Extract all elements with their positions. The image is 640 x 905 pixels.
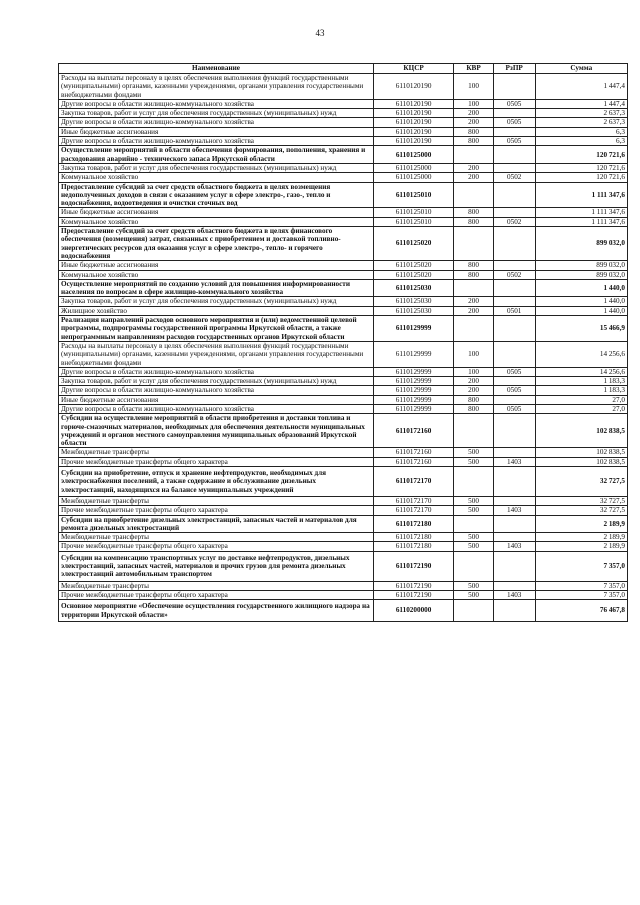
cell-rzpr — [493, 74, 535, 100]
cell-name: Иные бюджетные ассигнования — [59, 127, 374, 136]
cell-sum: 102 838,5 — [535, 448, 627, 457]
table-row — [59, 386, 628, 395]
cell-name: Осуществление мероприятий по созданию условий для повышения информированности населения по вопросам в сфере жилищно-коммунального хозяйства — [59, 279, 374, 297]
cell-name: Закупка товаров, работ и услуг для обеспечения государственных (муниципальных) нужд — [59, 377, 374, 386]
cell-rzpr: 0502 — [493, 270, 535, 279]
page-number: 43 — [315, 28, 325, 38]
cell-name: Другие вопросы в области жилищно-коммунального хозяйства — [59, 404, 374, 413]
table-row — [59, 261, 628, 270]
cell-name: Субсидии на приобретение дизельных электростанций, запасных частей и материалов для ремонта дизельных электростанций — [59, 515, 374, 533]
table-row — [59, 173, 628, 182]
cell-kvr: 100 — [454, 367, 494, 376]
cell-kvr: 500 — [454, 581, 494, 590]
cell-name: Предоставление субсидий за счет средств областного бюджета в целях финансового обеспечения (возмещения) затрат, связанных с приобретением и доставкой топливно-энергетических ресурсов для оказания услуг в сфере электро-, тепло- и горячего водоснабжения — [59, 227, 374, 261]
cell-sum: 1 447,4 — [535, 99, 627, 108]
cell-sum: 1 111 347,6 — [535, 182, 627, 208]
cell-code: 6110172180 — [373, 515, 453, 533]
cell-name: Другие вопросы в области жилищно-коммунального хозяйства — [59, 118, 374, 127]
table-row — [59, 414, 628, 448]
cell-sum: 1 183,3 — [535, 386, 627, 395]
cell-sum: 899 032,0 — [535, 270, 627, 279]
cell-kvr — [454, 515, 494, 533]
table-row — [59, 208, 628, 217]
cell-code: 6110172190 — [373, 590, 453, 599]
cell-code: 6110125020 — [373, 227, 453, 261]
cell-kvr: 500 — [454, 448, 494, 457]
cell-name: Другие вопросы в области жилищно-коммунального хозяйства — [59, 99, 374, 108]
cell-name: Закупка товаров, работ и услуг для обеспечения государственных (муниципальных) нужд — [59, 109, 374, 118]
table-row — [59, 306, 628, 315]
cell-code: 6110125000 — [373, 163, 453, 172]
cell-kvr: 200 — [454, 173, 494, 182]
cell-rzpr: 0502 — [493, 173, 535, 182]
cell-code: 6110120190 — [373, 74, 453, 100]
cell-kvr — [454, 182, 494, 208]
cell-name: Другие вопросы в области жилищно-коммунального хозяйства — [59, 386, 374, 395]
cell-rzpr — [493, 127, 535, 136]
cell-name: Основное мероприятие «Обеспечение осуществления государственного жилищного надзора на территории Иркутской области» — [59, 600, 374, 622]
table-row — [59, 600, 628, 622]
cell-kvr: 800 — [454, 208, 494, 217]
cell-name: Прочие межбюджетные трансферты общего характера — [59, 506, 374, 515]
cell-sum: 32 727,5 — [535, 467, 627, 497]
cell-sum: 32 727,5 — [535, 496, 627, 505]
cell-code: 6110120190 — [373, 137, 453, 146]
cell-rzpr — [493, 581, 535, 590]
cell-sum: 120 721,6 — [535, 173, 627, 182]
table-row — [59, 182, 628, 208]
cell-sum: 1 183,3 — [535, 377, 627, 386]
cell-code: 6110125000 — [373, 146, 453, 164]
cell-name: Иные бюджетные ассигнования — [59, 208, 374, 217]
table-row — [59, 590, 628, 599]
cell-code: 6110172160 — [373, 448, 453, 457]
cell-sum: 1 440,0 — [535, 297, 627, 306]
cell-sum: 2 637,3 — [535, 109, 627, 118]
cell-sum: 7 357,0 — [535, 590, 627, 599]
cell-name: Прочие межбюджетные трансферты общего характера — [59, 542, 374, 551]
cell-name: Предоставление субсидий за счет средств областного бюджета в целях возмещения недополученных доходов в связи с оказанием услуг в сфере электро-, газо-, тепло и водоснабжения, водоотведения и очистки сточных вод — [59, 182, 374, 208]
cell-sum: 27,0 — [535, 404, 627, 413]
cell-kvr — [454, 600, 494, 622]
cell-code: 6110200000 — [373, 600, 453, 622]
cell-kvr: 500 — [454, 506, 494, 515]
cell-code: 6110172180 — [373, 533, 453, 542]
cell-kvr: 800 — [454, 270, 494, 279]
cell-name: Закупка товаров, работ и услуг для обеспечения государственных (муниципальных) нужд — [59, 163, 374, 172]
table-row — [59, 316, 628, 342]
cell-rzpr — [493, 395, 535, 404]
cell-kvr: 800 — [454, 395, 494, 404]
cell-rzpr — [493, 261, 535, 270]
cell-sum: 899 032,0 — [535, 261, 627, 270]
cell-rzpr: 0505 — [493, 118, 535, 127]
cell-rzpr — [493, 279, 535, 297]
cell-sum: 6,3 — [535, 137, 627, 146]
cell-name: Межбюджетные трансферты — [59, 448, 374, 457]
cell-kvr: 800 — [454, 127, 494, 136]
cell-sum: 2 189,9 — [535, 542, 627, 551]
cell-kvr: 500 — [454, 533, 494, 542]
cell-code: 6110125010 — [373, 208, 453, 217]
cell-rzpr — [493, 316, 535, 342]
cell-rzpr — [493, 109, 535, 118]
cell-kvr: 500 — [454, 590, 494, 599]
cell-code: 6110172170 — [373, 496, 453, 505]
cell-rzpr: 1403 — [493, 542, 535, 551]
cell-rzpr — [493, 448, 535, 457]
table-row — [59, 377, 628, 386]
cell-kvr — [454, 551, 494, 581]
cell-code: 6110125000 — [373, 173, 453, 182]
cell-rzpr: 1403 — [493, 457, 535, 466]
cell-rzpr: 0502 — [493, 217, 535, 226]
cell-kvr — [454, 146, 494, 164]
cell-name: Осуществление мероприятий в области обеспечения формирования, пополнения, хранения и расходования аварийно - технического запаса Иркутской области — [59, 146, 374, 164]
cell-rzpr: 0505 — [493, 386, 535, 395]
cell-sum: 2 189,9 — [535, 515, 627, 533]
cell-rzpr — [493, 533, 535, 542]
cell-rzpr — [493, 146, 535, 164]
cell-rzpr — [493, 600, 535, 622]
cell-code: 6110125030 — [373, 306, 453, 315]
cell-code: 6110125020 — [373, 261, 453, 270]
table-row — [59, 515, 628, 533]
cell-sum: 15 466,9 — [535, 316, 627, 342]
cell-kvr: 500 — [454, 542, 494, 551]
cell-name: Межбюджетные трансферты — [59, 581, 374, 590]
cell-kvr: 100 — [454, 74, 494, 100]
table-row — [59, 367, 628, 376]
cell-sum: 2 637,3 — [535, 118, 627, 127]
cell-sum: 7 357,0 — [535, 551, 627, 581]
cell-rzpr — [493, 496, 535, 505]
table-row — [59, 217, 628, 226]
cell-code: 6110172180 — [373, 542, 453, 551]
cell-sum: 1 440,0 — [535, 306, 627, 315]
cell-sum: 1 440,0 — [535, 279, 627, 297]
cell-name: Межбюджетные трансферты — [59, 533, 374, 542]
table-row — [59, 279, 628, 297]
cell-rzpr — [493, 467, 535, 497]
budget-table — [58, 63, 628, 622]
cell-kvr: 200 — [454, 306, 494, 315]
cell-name: Межбюджетные трансферты — [59, 496, 374, 505]
cell-code: 6110172190 — [373, 581, 453, 590]
cell-code: 6110172170 — [373, 506, 453, 515]
cell-name: Прочие межбюджетные трансферты общего характера — [59, 590, 374, 599]
table-body — [59, 74, 628, 622]
cell-kvr: 500 — [454, 457, 494, 466]
cell-kvr: 100 — [454, 99, 494, 108]
cell-code: 6110129999 — [373, 316, 453, 342]
cell-name: Коммунальное хозяйство — [59, 270, 374, 279]
table-row — [59, 542, 628, 551]
cell-code: 6110125030 — [373, 297, 453, 306]
cell-rzpr — [493, 377, 535, 386]
cell-sum: 32 727,5 — [535, 506, 627, 515]
table-row — [59, 127, 628, 136]
cell-code: 6110172190 — [373, 551, 453, 581]
cell-kvr — [454, 467, 494, 497]
cell-kvr — [454, 279, 494, 297]
cell-code: 6110125010 — [373, 217, 453, 226]
cell-code: 6110172160 — [373, 457, 453, 466]
cell-name: Другие вопросы в области жилищно-коммунального хозяйства — [59, 137, 374, 146]
header-rzpr: РзПР — [493, 64, 535, 74]
cell-rzpr — [493, 163, 535, 172]
cell-sum: 1 111 347,6 — [535, 208, 627, 217]
table-row — [59, 448, 628, 457]
cell-kvr: 800 — [454, 404, 494, 413]
cell-sum: 7 357,0 — [535, 581, 627, 590]
cell-name: Жилищное хозяйство — [59, 306, 374, 315]
cell-rzpr — [493, 414, 535, 448]
cell-rzpr — [493, 182, 535, 208]
table-row — [59, 227, 628, 261]
header-sum: Сумма — [535, 64, 627, 74]
cell-kvr: 800 — [454, 137, 494, 146]
table-row — [59, 297, 628, 306]
cell-name: Коммунальное хозяйство — [59, 173, 374, 182]
cell-kvr: 100 — [454, 341, 494, 367]
cell-code: 6110172170 — [373, 467, 453, 497]
cell-code: 6110125020 — [373, 270, 453, 279]
cell-name: Реализация направлений расходов основного мероприятия и (или) ведомственной целевой программы, подпрограммы государственной программы Иркутской области, а также непрограммным направлениям расходов государственных органов Иркутской области — [59, 316, 374, 342]
cell-rzpr — [493, 227, 535, 261]
cell-name: Другие вопросы в области жилищно-коммунального хозяйства — [59, 367, 374, 376]
cell-kvr: 200 — [454, 163, 494, 172]
cell-kvr: 800 — [454, 261, 494, 270]
table-row — [59, 99, 628, 108]
header-kvr: КВР — [454, 64, 494, 74]
cell-code: 6110129999 — [373, 341, 453, 367]
cell-rzpr — [493, 297, 535, 306]
table-row — [59, 137, 628, 146]
cell-code: 6110129999 — [373, 386, 453, 395]
cell-rzpr: 0505 — [493, 367, 535, 376]
cell-sum: 27,0 — [535, 395, 627, 404]
cell-code: 6110120190 — [373, 99, 453, 108]
cell-code: 6110129999 — [373, 395, 453, 404]
table-row — [59, 163, 628, 172]
cell-name: Расходы на выплаты персоналу в целях обеспечения выполнения функций государственными (муниципальными) органами, казенными учреждениями, органами управления государственными внебюджетными фондами — [59, 74, 374, 100]
table-row — [59, 146, 628, 164]
table-row — [59, 533, 628, 542]
cell-code: 6110172160 — [373, 414, 453, 448]
cell-rzpr: 0505 — [493, 137, 535, 146]
cell-rzpr: 0505 — [493, 99, 535, 108]
cell-rzpr: 0505 — [493, 404, 535, 413]
cell-kvr: 200 — [454, 377, 494, 386]
cell-sum: 899 032,0 — [535, 227, 627, 261]
cell-code: 6110120190 — [373, 109, 453, 118]
cell-sum: 1 447,4 — [535, 74, 627, 100]
cell-kvr: 200 — [454, 386, 494, 395]
cell-kvr — [454, 414, 494, 448]
table-row — [59, 506, 628, 515]
cell-name: Иные бюджетные ассигнования — [59, 261, 374, 270]
cell-sum: 2 189,9 — [535, 533, 627, 542]
cell-rzpr: 1403 — [493, 590, 535, 599]
cell-sum: 102 838,5 — [535, 457, 627, 466]
cell-name: Субсидии на приобретение, отпуск и хранение нефтепродуктов, необходимых для электроснабжения поселений, а также содержание и обслуживание дизельных электростанций, находящихся на балансе муниципальных учреждений — [59, 467, 374, 497]
header-code: КЦСР — [373, 64, 453, 74]
cell-kvr: 200 — [454, 297, 494, 306]
cell-name: Коммунальное хозяйство — [59, 217, 374, 226]
cell-sum: 14 256,6 — [535, 341, 627, 367]
table-row — [59, 496, 628, 505]
cell-rzpr: 1403 — [493, 506, 535, 515]
cell-code: 6110125030 — [373, 279, 453, 297]
cell-name: Прочие межбюджетные трансферты общего характера — [59, 457, 374, 466]
cell-sum: 102 838,5 — [535, 414, 627, 448]
cell-kvr: 200 — [454, 109, 494, 118]
cell-kvr — [454, 227, 494, 261]
table-row — [59, 118, 628, 127]
table-row — [59, 467, 628, 497]
table-row — [59, 270, 628, 279]
table-row — [59, 395, 628, 404]
header-name: Наименование — [59, 64, 374, 74]
cell-kvr: 500 — [454, 496, 494, 505]
cell-rzpr — [493, 208, 535, 217]
cell-sum: 14 256,6 — [535, 367, 627, 376]
cell-code: 6110120190 — [373, 127, 453, 136]
cell-kvr: 200 — [454, 118, 494, 127]
cell-code: 6110129999 — [373, 377, 453, 386]
cell-sum: 120 721,6 — [535, 146, 627, 164]
cell-sum: 1 111 347,6 — [535, 217, 627, 226]
cell-rzpr — [493, 341, 535, 367]
cell-name: Субсидии на осуществление мероприятий в области приобретения и доставки топлива и горюче-смазочных материалов, необходимых для обеспечения деятельности муниципальных учреждений и органов местного самоуправления муниципальных образований Иркутской области — [59, 414, 374, 448]
cell-code: 6110125010 — [373, 182, 453, 208]
cell-name: Иные бюджетные ассигнования — [59, 395, 374, 404]
cell-code: 6110120190 — [373, 118, 453, 127]
table-row — [59, 581, 628, 590]
table-row — [59, 109, 628, 118]
cell-name: Закупка товаров, работ и услуг для обеспечения государственных (муниципальных) нужд — [59, 297, 374, 306]
cell-rzpr: 0501 — [493, 306, 535, 315]
table-row — [59, 74, 628, 100]
cell-rzpr — [493, 515, 535, 533]
table-row — [59, 551, 628, 581]
table-header-row — [59, 64, 628, 74]
cell-name: Расходы на выплаты персоналу в целях обеспечения выполнения функций государственными (муниципальными) органами, казенными учреждениями, органами управления государственными внебюджетными фондами — [59, 341, 374, 367]
table-row — [59, 341, 628, 367]
table-row — [59, 404, 628, 413]
table-row — [59, 457, 628, 466]
cell-sum: 76 467,8 — [535, 600, 627, 622]
cell-rzpr — [493, 551, 535, 581]
cell-kvr: 800 — [454, 217, 494, 226]
cell-kvr — [454, 316, 494, 342]
cell-code: 6110129999 — [373, 404, 453, 413]
cell-sum: 6,3 — [535, 127, 627, 136]
cell-sum: 120 721,6 — [535, 163, 627, 172]
cell-code: 6110129999 — [373, 367, 453, 376]
cell-name: Субсидии на компенсацию транспортных услуг по доставке нефтепродуктов, дизельных электростанций, запасных частей, материалов и прочих грузов для ремонта дизельных электростанций автомобильным транспортом — [59, 551, 374, 581]
